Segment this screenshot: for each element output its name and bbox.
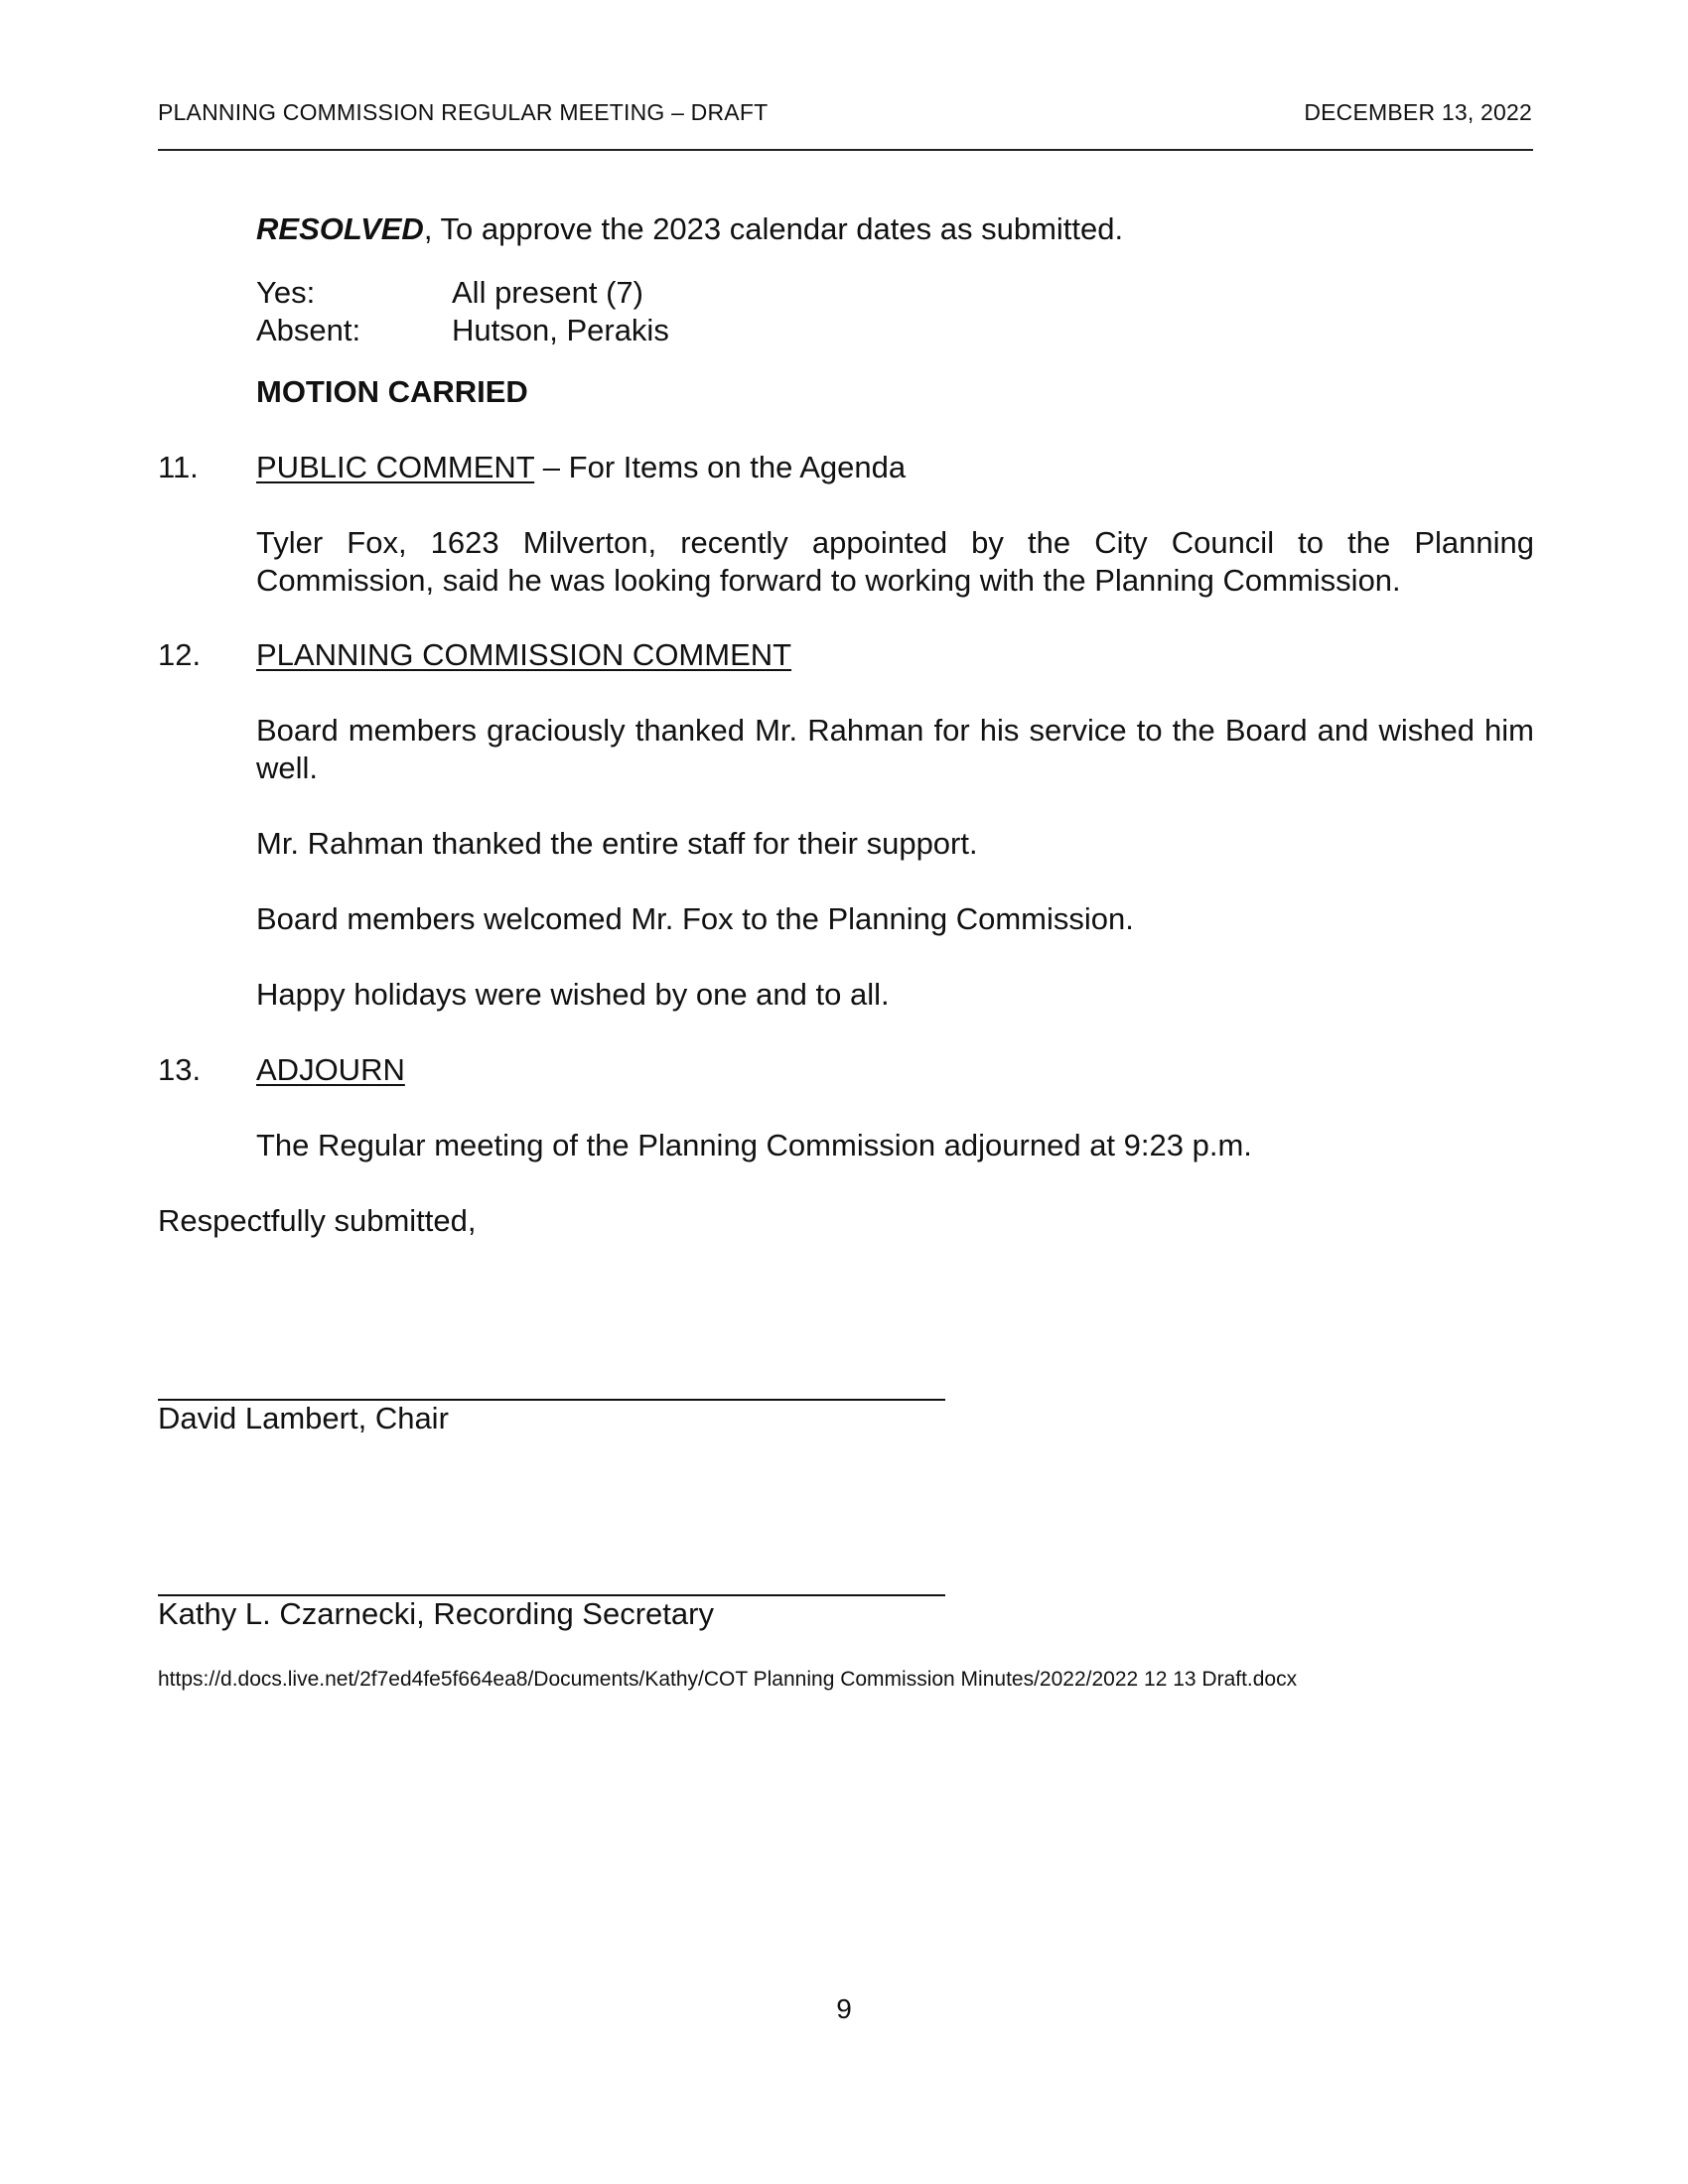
- section-12-paragraph-2: Mr. Rahman thanked the entire staff for their support.: [256, 826, 978, 861]
- section-12-paragraph-1: Board members graciously thanked Mr. Rahman for his service to the Board and wished him well.: [256, 713, 1534, 785]
- section-12-title: PLANNING COMMISSION COMMENT: [256, 637, 792, 672]
- section-11-paragraph: Tyler Fox, 1623 Milverton, recently appointed by the City Council to the Planning Commission, said he was looking forward to working with the Planning Commission.: [256, 525, 1534, 598]
- header-rule: [158, 149, 1533, 151]
- header-title: PLANNING COMMISSION REGULAR MEETING – DRAFT: [158, 99, 769, 125]
- section-13-title: ADJOURN: [256, 1052, 405, 1087]
- closing-text: Respectfully submitted,: [158, 1203, 477, 1238]
- motion-result: MOTION CARRIED: [256, 374, 528, 409]
- signature-chair: David Lambert, Chair: [158, 1401, 449, 1435]
- vote-yes-value: All present (7): [452, 275, 643, 310]
- section-11-title: PUBLIC COMMENT: [256, 450, 535, 484]
- signature-secretary: Kathy L. Czarnecki, Recording Secretary: [158, 1596, 714, 1631]
- section-12-paragraph-3: Board members welcomed Mr. Fox to the Planning Commission.: [256, 901, 1134, 936]
- resolved-keyword: RESOLVED: [256, 211, 424, 246]
- section-11-number: 11.: [158, 450, 199, 484]
- vote-absent-label: Absent:: [256, 313, 361, 347]
- section-13-number: 13.: [158, 1052, 202, 1087]
- page-number: 9: [836, 1993, 852, 2024]
- section-11-subtitle: – For Items on the Agenda: [534, 450, 907, 484]
- section-12-number: 12.: [158, 637, 202, 672]
- vote-yes-label: Yes:: [256, 275, 316, 310]
- vote-absent-value: Hutson, Perakis: [452, 313, 669, 347]
- section-11-heading: [256, 449, 906, 486]
- file-path: https://d.docs.live.net/2f7ed4fe5f664ea8/Documents/Kathy/COT Planning Commission Minutes/2022/2022 12 13 Draft.docx: [158, 1668, 1298, 1691]
- section-13-paragraph: The Regular meeting of the Planning Commission adjourned at 9:23 p.m.: [256, 1128, 1252, 1162]
- resolution: [256, 210, 1123, 248]
- resolved-text: , To approve the 2023 calendar dates as submitted.: [423, 211, 1124, 246]
- header-date: DECEMBER 13, 2022: [1304, 99, 1532, 125]
- section-12-paragraph-4: Happy holidays were wished by one and to all.: [256, 977, 890, 1012]
